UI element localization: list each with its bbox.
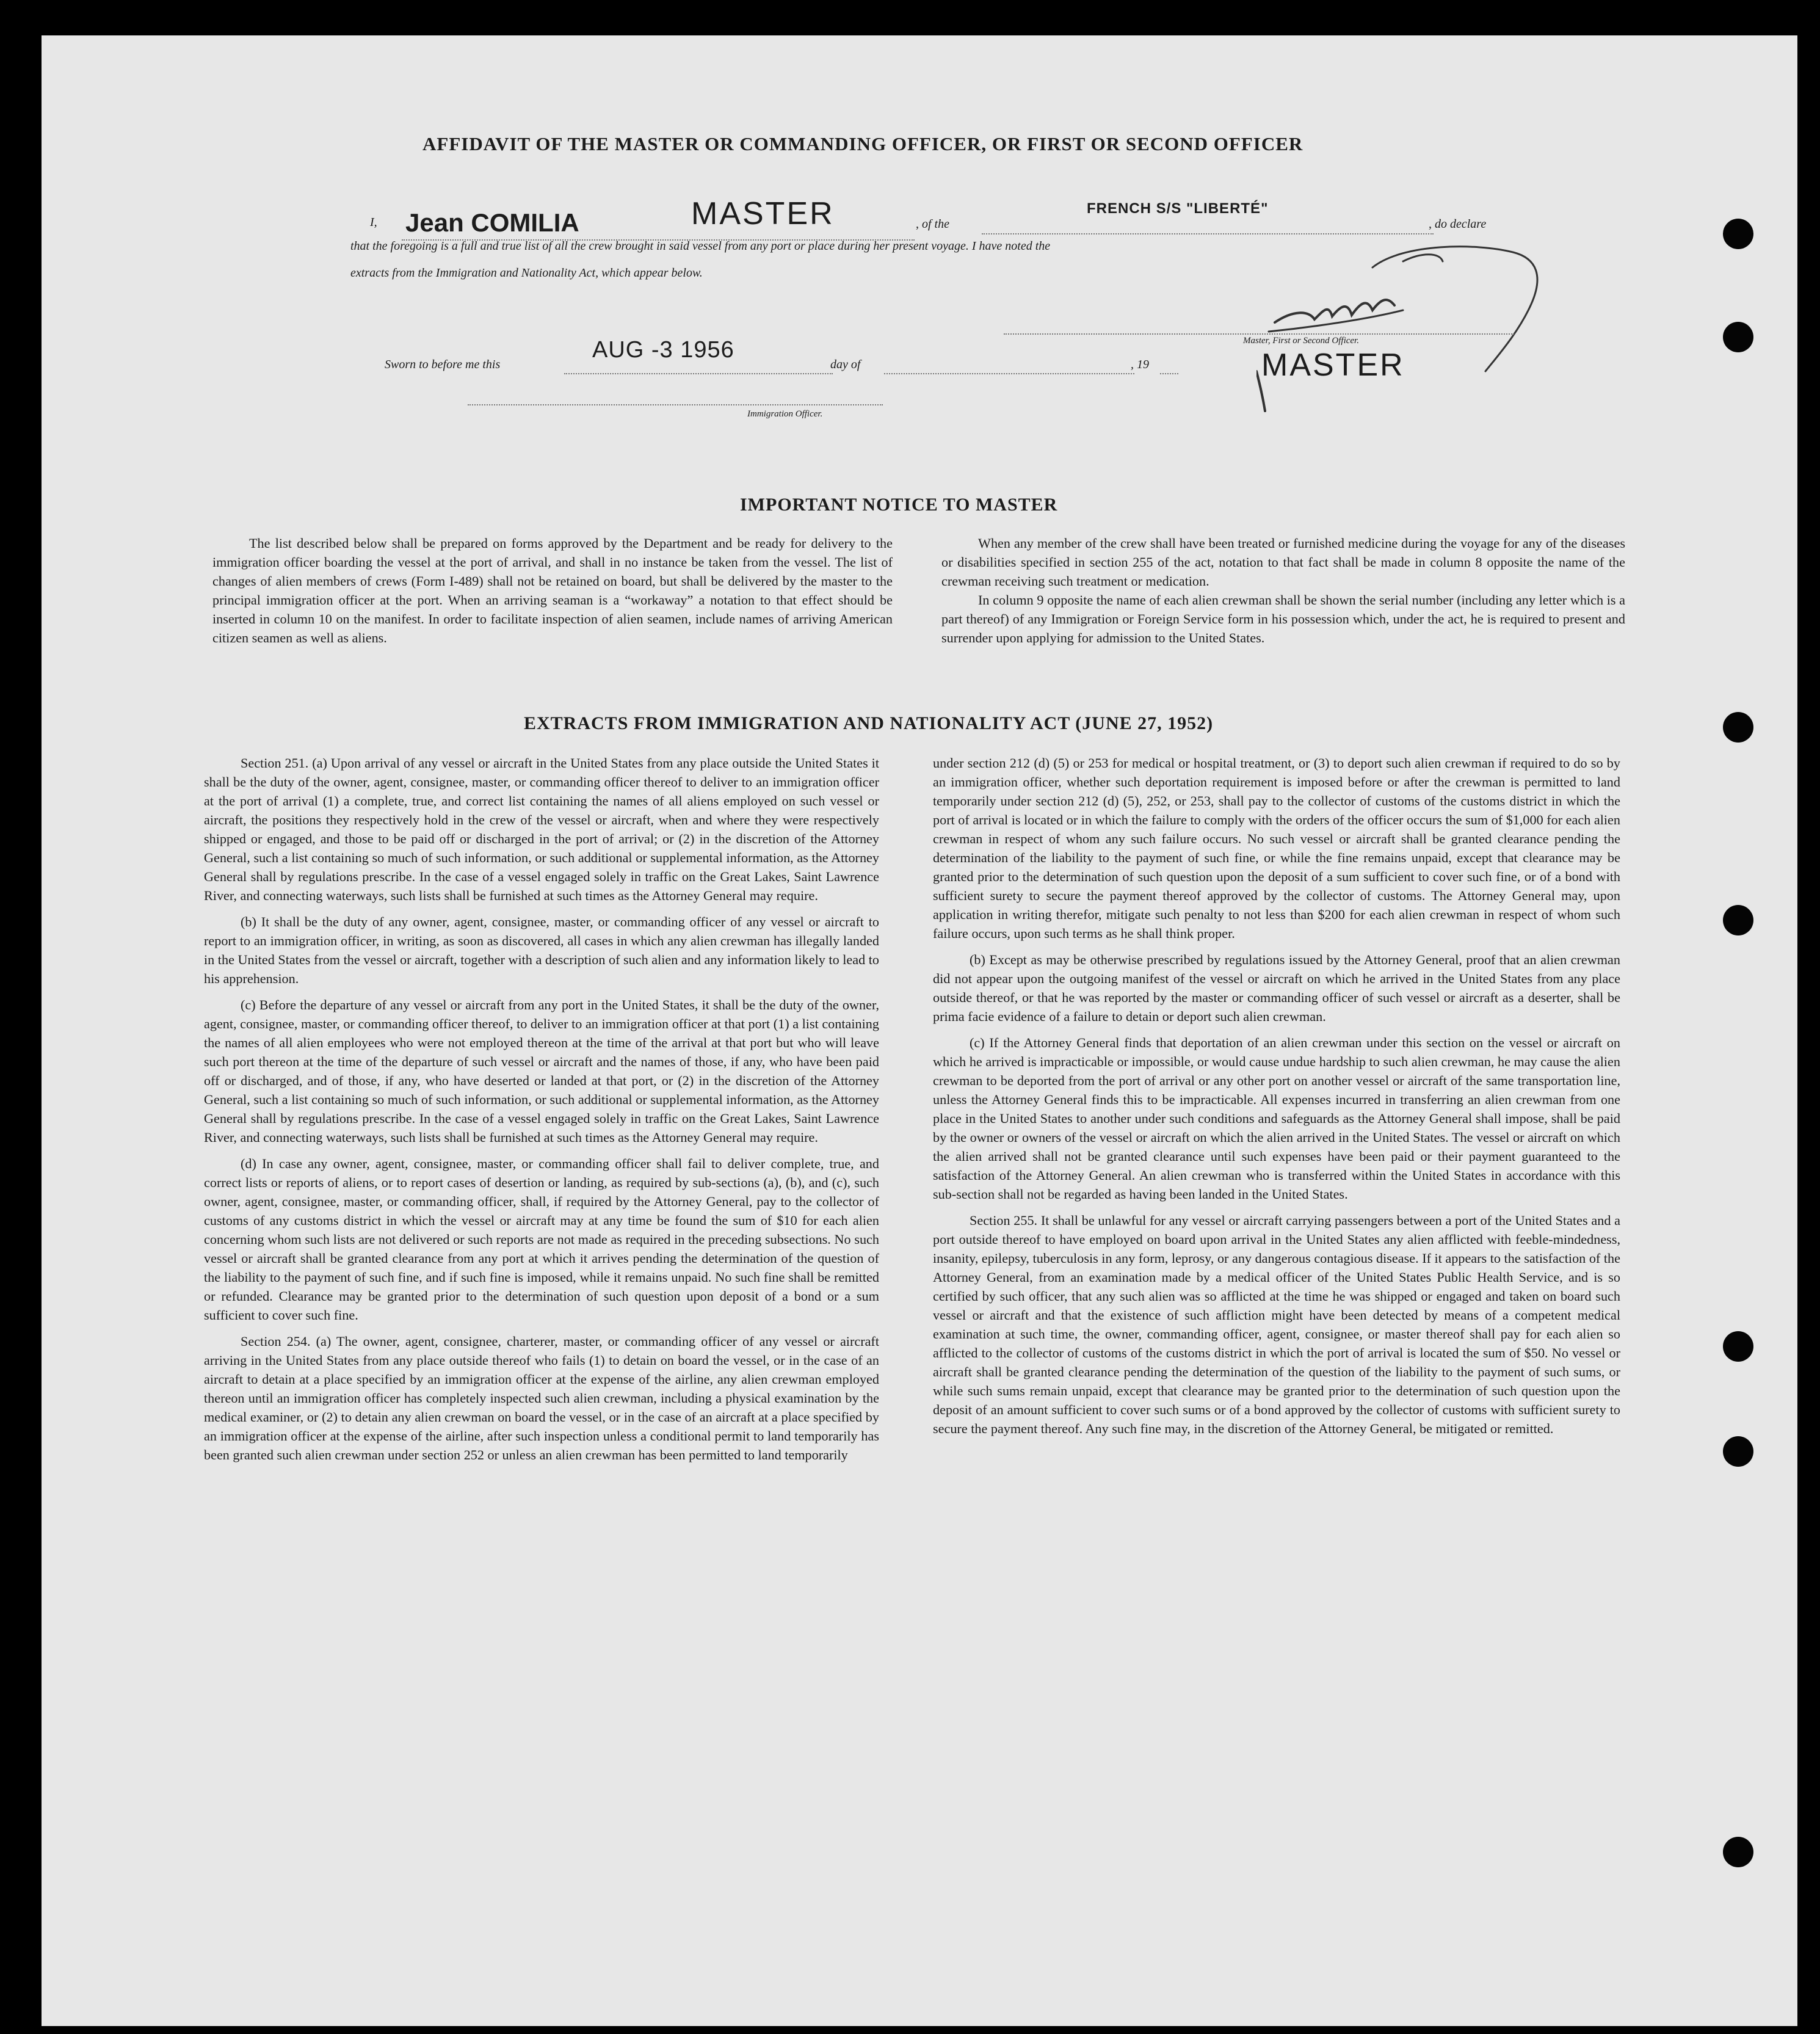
signature-stamp: MASTER: [1261, 347, 1405, 383]
extracts-right-column: [933, 754, 1620, 1445]
notice-right-paragraph-1: When any member of the crew shall have been treated or furnished medicine during the voyage for any of the diseases or disabilities specified in section 255 of the act, notation to that fact shall be made in column 8 opposite the name of the crewman receiving such treatment or medication.: [941, 536, 1625, 589]
master-name: Jean COMILIA: [405, 208, 579, 237]
binder-hole: [1723, 1436, 1753, 1467]
extracts-title: EXTRACTS FROM IMMIGRATION AND NATIONALITY ACT (JUNE 27, 1952): [524, 713, 1214, 733]
master-rank-typed: MASTER: [691, 196, 835, 231]
section-251-d: (d) In case any owner, agent, consignee, master, or commanding officer shall fail to deliver complete, true, and correct lists or reports of aliens, or to report cases of desertion or landing, as required by sub-sections (a), (b), and (c), such owner, agent, consignee, master, or commanding officer, shall, if required by the Attorney General, pay to the collector of customs of any customs district in which the vessel or aircraft may at any time be found the sum of $10 for each alien concerning whom such lists are not delivered or such reports are not made as required in the preceding subsections. No such vessel or aircraft shall be granted clearance from any port at which it arrives pending the determination of the question of the liability to the payment of such fine, and if such fine is imposed, while it remains unpaid. No such fine shall be remitted or refunded. Clearance may be granted prior to the determination of such question upon deposit of a bond or a sum sufficient to cover such fine.: [204, 1156, 879, 1323]
i-label: I,: [370, 216, 377, 229]
section-255: Section 255. It shall be unlawful for any vessel or aircraft carrying passengers between a port of the United States and a port outside thereof to have employed on board upon arrival in the United States any alien afflicted with feeble-mindedness, insanity, epilepsy, tuberculosis in any form, leprosy, or any dangerous contagious disease. If it appears to the satisfaction of the Attorney General, from an examination made by a medical officer of the United States Public Health Service, and is so certified by such officer, that any such alien was so afflicted at the time he was shipped or engaged and taken on board such vessel or aircraft and that the existence of such affliction might have been detected by means of a competent medical examination at such time, the owner, commanding officer, agent, consignee, or master thereof shall pay for each alien so afflicted to the collector of customs of the customs district in which the port of arrival is located the sum of $50. No vessel or aircraft shall be granted clearance pending the determination of the question of the liability to the payment of such sums, or while such sums remain unpaid, except that clearance may be granted prior to the determination of such question upon the deposit of an amount sufficient to cover such sums or of a bond approved by the collector of customs with sufficient surety to secure the payment thereof. Any such fine may, in the discretion of the Attorney General, be mitigated or remitted.: [933, 1213, 1620, 1436]
notice-left-paragraph: The list described below shall be prepared on forms approved by the Department and be ready for delivery to the immigration officer boarding the vessel at the port of arrival, and shall in no instance be taken from the vessel. The list of changes of alien members of crews (Form I-489) shall not be retained on board, but shall be delivered by the master to the principal immigration officer at the port. When an arriving seaman is a “workaway” a notation to that effect should be inserted in column 10 on the manifest. In order to facilitate inspection of alien seamen, include names of arriving American citizen seamen as well as aliens.: [212, 536, 893, 645]
signature-caption: Master, First or Second Officer.: [1243, 336, 1359, 346]
extracts-left-column: [204, 754, 879, 1472]
binder-hole: [1723, 322, 1753, 352]
year-dotted-line: [1160, 373, 1178, 374]
section-254-a-continued: under section 212 (d) (5) or 253 for medical or hospital treatment, or (3) to deport such alien crewman if required to do so by an immigration officer, whether such deportation requirement is imposed before or after the crewman is permitted to land temporarily under section 212 (d) (5), 252, or 253, shall pay to the collector of customs of the customs district in which the port of arrival is located or in which the failure to comply with the orders of the officer occurs the sum of $1,000 for each alien crewman in respect of whom any such failure occurs. No such vessel or aircraft shall be granted clearance pending the determination of the liability to the payment of such fine, or while the fine remains unpaid, except that clearance may be granted prior to the determination of such question upon the deposit of a sum sufficient to cover such fine, or of a bond with sufficient surety to secure the payment thereof approved by the collector of customs. The Attorney General may, upon application in writing therefor, mitigate such penalty to not less than $200 for each alien crewman in respect of whom such failure occurs, upon such terms as he shall think proper.: [933, 755, 1620, 941]
notice-title: IMPORTANT NOTICE TO MASTER: [740, 495, 1058, 515]
sworn-dotted-line: [564, 373, 833, 374]
binder-hole: [1723, 712, 1753, 743]
year-prefix: , 19: [1131, 358, 1149, 371]
section-251-b: (b) It shall be the duty of any owner, agent, consignee, master, or commanding officer of any vessel or aircraft to report to an immigration officer, in writing, as soon as discovered, all cases in which any alien crewman has illegally landed in the United States from the vessel or aircraft, together with a description of such alien and any information likely to lead to his apprehension.: [204, 914, 879, 986]
section-251-c: (c) Before the departure of any vessel or aircraft from any port in the United States, it shall be the duty of the owner, agent, consignee, master, or commanding officer thereof, to deliver to an immigration officer at that port (1) a list containing the names of all alien employees who were not employed thereon at the time of the arrival at that port but who will leave such port thereon at the time of the departure of such vessel or aircraft and the names of those, if any, who have been paid off or discharged, and of those, if any, who have deserted or landed at that port, or (2) in the discretion of the Attorney General, such a list containing so much of such information, or such additional or supplemental information, as the Attorney General shall by regulations prescribe. In the case of a vessel engaged solely in traffic on the Great Lakes, Saint Lawrence River, and connecting waterways, such lists shall be furnished at such times as the Attorney General may require.: [204, 997, 879, 1145]
section-254-c: (c) If the Attorney General finds that deportation of an alien crewman under this section on the vessel or aircraft on which he arrived is impracticable or impossible, or would cause undue hardship to such alien crewman, he may cause the alien crewman to be deported from the port of arrival or any other port on another vessel or aircraft of the same transportation line, unless the Attorney General finds this to be impracticable. All expenses incurred in transferring an alien crewman from one place in the United States to another under such conditions and safeguards as the Attorney General shall impose, shall be paid by the owner or owners of the vessel or aircraft on which the alien arrived in the United States. The vessel or aircraft on which the alien arrived shall not be granted clearance until such expenses have been paid or their payment guaranteed to the satisfaction of the Attorney General. An alien crewman who is transferred within the United States in accordance with this sub-section shall not be regarded as having been landed in the United States.: [933, 1035, 1620, 1202]
declaration-line-3: extracts from the Immigration and Nationality Act, which appear below.: [350, 266, 703, 280]
officer-dotted-line: [468, 404, 883, 405]
document-page: [42, 35, 1797, 2026]
signature-dotted-line: [1004, 333, 1514, 335]
do-declare-label: , do declare: [1429, 217, 1487, 231]
section-251-a: Section 251. (a) Upon arrival of any vessel or aircraft in the United States from any place outside the United States it shall be the duty of the owner, agent, consignee, master, or commanding officer thereof to deliver to an immigration officer at the port of arrival (1) a complete, true, and correct list containing the names of all aliens employed on such vessel or aircraft, the positions they respectively hold in the crew of the vessel or aircraft, when and where they were respectively shipped or engaged, and those to be paid off or discharged in the port of arrival; or (2) in the discretion of the Attorney General, such a list containing so much of such information, or such additional or supplemental information, as the Attorney General shall by regulations prescribe. In the case of a vessel engaged solely in traffic on the Great Lakes, Saint Lawrence River, and connecting waterways, such lists shall be furnished at such times as the Attorney General may require.: [204, 755, 879, 903]
binder-hole: [1723, 1837, 1753, 1867]
section-254-a: Section 254. (a) The owner, agent, consignee, charterer, master, or commanding officer of any vessel or aircraft arriving in the United States from any place outside thereof who fails (1) to detain on board the vessel, or in the case of an aircraft to detain at a place specified by an immigration officer at the expense of the airline, any alien crewman employed thereon until an immigration officer has completely inspected such alien crewman, including a physical examination by the medical examiner, or (2) to detain any alien crewman on board the vessel, or in the case of an aircraft at a place specified by an immigration officer at the expense of the airline, after such inspection unless a conditional permit to land temporarily has been granted such alien crewman under section 252 or unless an alien crewman has been permitted to land temporarily: [204, 1334, 879, 1462]
notice-right-paragraph-2: In column 9 opposite the name of each alien crewman shall be shown the serial number (including any letter which is a part thereof) of any Immigration or Foreign Service form in his possession which, under the act, he is required to present and surrender upon applying for admission to the United States.: [941, 592, 1625, 645]
sworn-date: AUG -3 1956: [592, 337, 734, 363]
vessel-name: FRENCH S/S "LIBERTÉ": [1087, 200, 1269, 217]
declaration-line-2: that the foregoing is a full and true list of all the crew brought in said vessel from any port or place during her present voyage. I have noted the: [350, 239, 1051, 253]
sworn-label: Sworn to before me this: [385, 358, 501, 371]
day-of-label: day of: [830, 358, 861, 371]
handwritten-signature: [1256, 219, 1598, 414]
binder-hole: [1723, 905, 1753, 935]
notice-left-column: [212, 534, 893, 647]
section-254-b: (b) Except as may be otherwise prescribed by regulations issued by the Attorney General, proof that an alien crewman did not appear upon the outgoing manifest of the vessel or aircraft on which he arrived in the United States from any place outside thereof, or that he was reported by the master or commanding officer of such vessel or aircraft as a deserter, shall be prima facie evidence of a failure to detain or deport such alien crewman.: [933, 952, 1620, 1024]
month-dotted-line: [884, 373, 1134, 374]
officer-caption: Immigration Officer.: [747, 409, 823, 419]
affidavit-title: AFFIDAVIT OF THE MASTER OR COMMANDING OFFICER, OR FIRST OR SECOND OFFICER: [422, 133, 1303, 154]
of-the-label: , of the: [916, 217, 949, 231]
binder-hole: [1723, 219, 1753, 249]
notice-right-column: [941, 534, 1625, 647]
binder-hole: [1723, 1331, 1753, 1362]
